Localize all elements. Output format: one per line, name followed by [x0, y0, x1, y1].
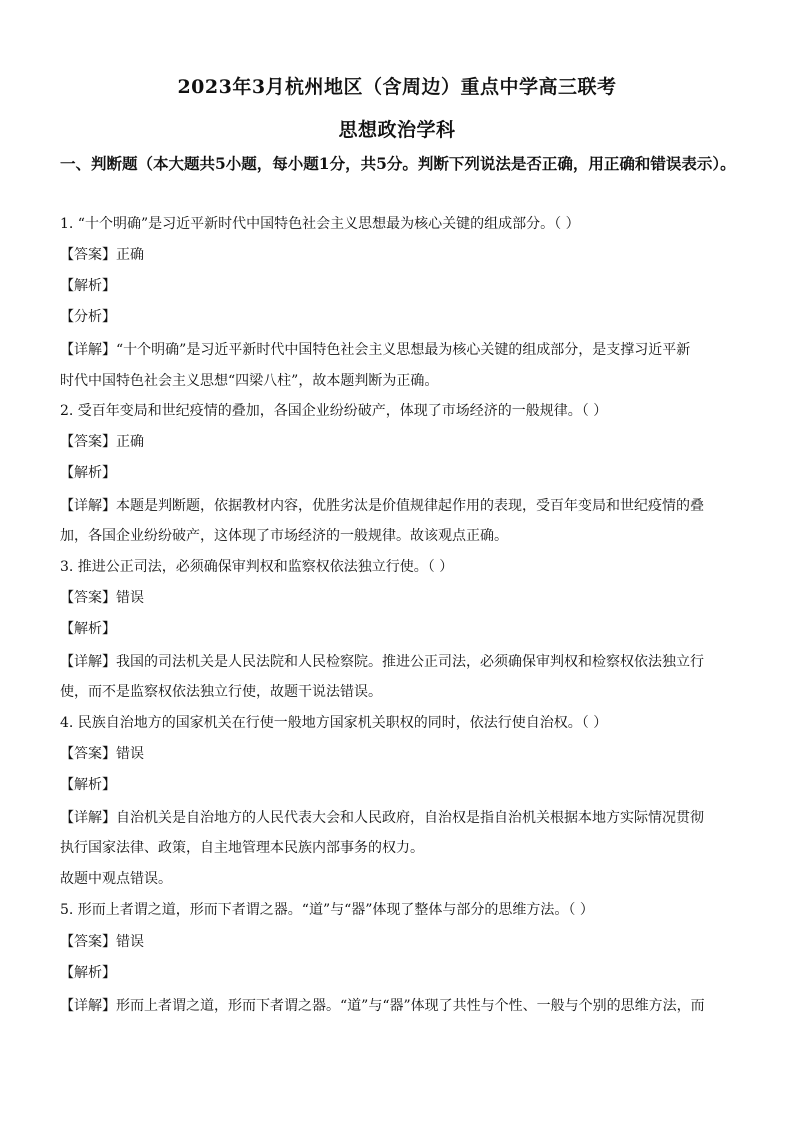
explanation-3-line-1: 【详解】我国的司法机关是人民法院和人民检察院。推进公正司法，必须确保审判权和检察权依法独立行 [60, 654, 704, 670]
fenxi-label-1: 【分析】 [60, 309, 116, 325]
analysis-label-3: 【解析】 [60, 621, 116, 637]
analysis-label-1: 【解析】 [60, 278, 116, 294]
explanation-2-line-1: 【详解】本题是判断题，依据教材内容，优胜劣汰是价值规律起作用的表现，受百年变局和世纪疫情的叠 [60, 498, 704, 514]
question-5: 5. 形而上者谓之道，形而下者谓之器。“道”与“器”体现了整体与部分的思维方法。（ ） [60, 902, 594, 918]
explanation-1-line-2: 时代中国特色社会主义思想“四梁八柱”，故本题判断为正确。 [60, 373, 439, 389]
question-4: 4. 民族自治地方的国家机关在行使一般地方国家机关职权的同时，依法行使自治权。（ ） [60, 715, 608, 731]
answer-5: 【答案】错误 [60, 934, 144, 950]
analysis-label-5: 【解析】 [60, 965, 116, 981]
explanation-4-line-3: 故题中观点错误。 [60, 871, 172, 887]
explanation-2-line-2: 加，各国企业纷纷破产，这体现了市场经济的一般规律。故该观点正确。 [60, 528, 508, 544]
subject-title: 思想政治学科 [338, 119, 456, 141]
explanation-4-line-1: 【详解】自治机关是自治地方的人民代表大会和人民政府，自治权是指自治机关根据本地方实际情况贯彻 [60, 810, 704, 826]
question-2: 2. 受百年变局和世纪疫情的叠加，各国企业纷纷破产，体现了市场经济的一般规律。（ ） [60, 403, 608, 419]
answer-1: 【答案】正确 [60, 247, 144, 263]
explanation-5-line-1: 【详解】形而上者谓之道，形而下者谓之器。“道”与“器”体现了共性与个性、一般与个别的思维方法，而 [60, 998, 705, 1014]
question-3: 3. 推进公正司法，必须确保审判权和监察权依法独立行使。（ ） [60, 559, 454, 575]
question-1: 1. “十个明确”是习近平新时代中国特色社会主义思想最为核心关键的组成部分。（ ） [60, 216, 580, 232]
explanation-1-line-1: 【详解】“十个明确”是习近平新时代中国特色社会主义思想最为核心关键的组成部分，是支撑习近平新 [60, 342, 691, 358]
exam-title: 2023年3月杭州地区（含周边）重点中学高三联考 [177, 76, 617, 98]
explanation-3-line-2: 使，而不是监察权依法独立行使，故题干说法错误。 [60, 684, 382, 700]
section-heading: 一、判断题（本大题共5小题，每小题1分，共5分。判断下列说法是否正确，用正确和错误表示）。 [60, 154, 736, 173]
answer-3: 【答案】错误 [60, 590, 144, 606]
explanation-4-line-2: 执行国家法律、政策，自主地管理本民族内部事务的权力。 [60, 840, 424, 856]
analysis-label-2: 【解析】 [60, 465, 116, 481]
analysis-label-4: 【解析】 [60, 777, 116, 793]
answer-2: 【答案】正确 [60, 434, 144, 450]
answer-4: 【答案】错误 [60, 746, 144, 762]
